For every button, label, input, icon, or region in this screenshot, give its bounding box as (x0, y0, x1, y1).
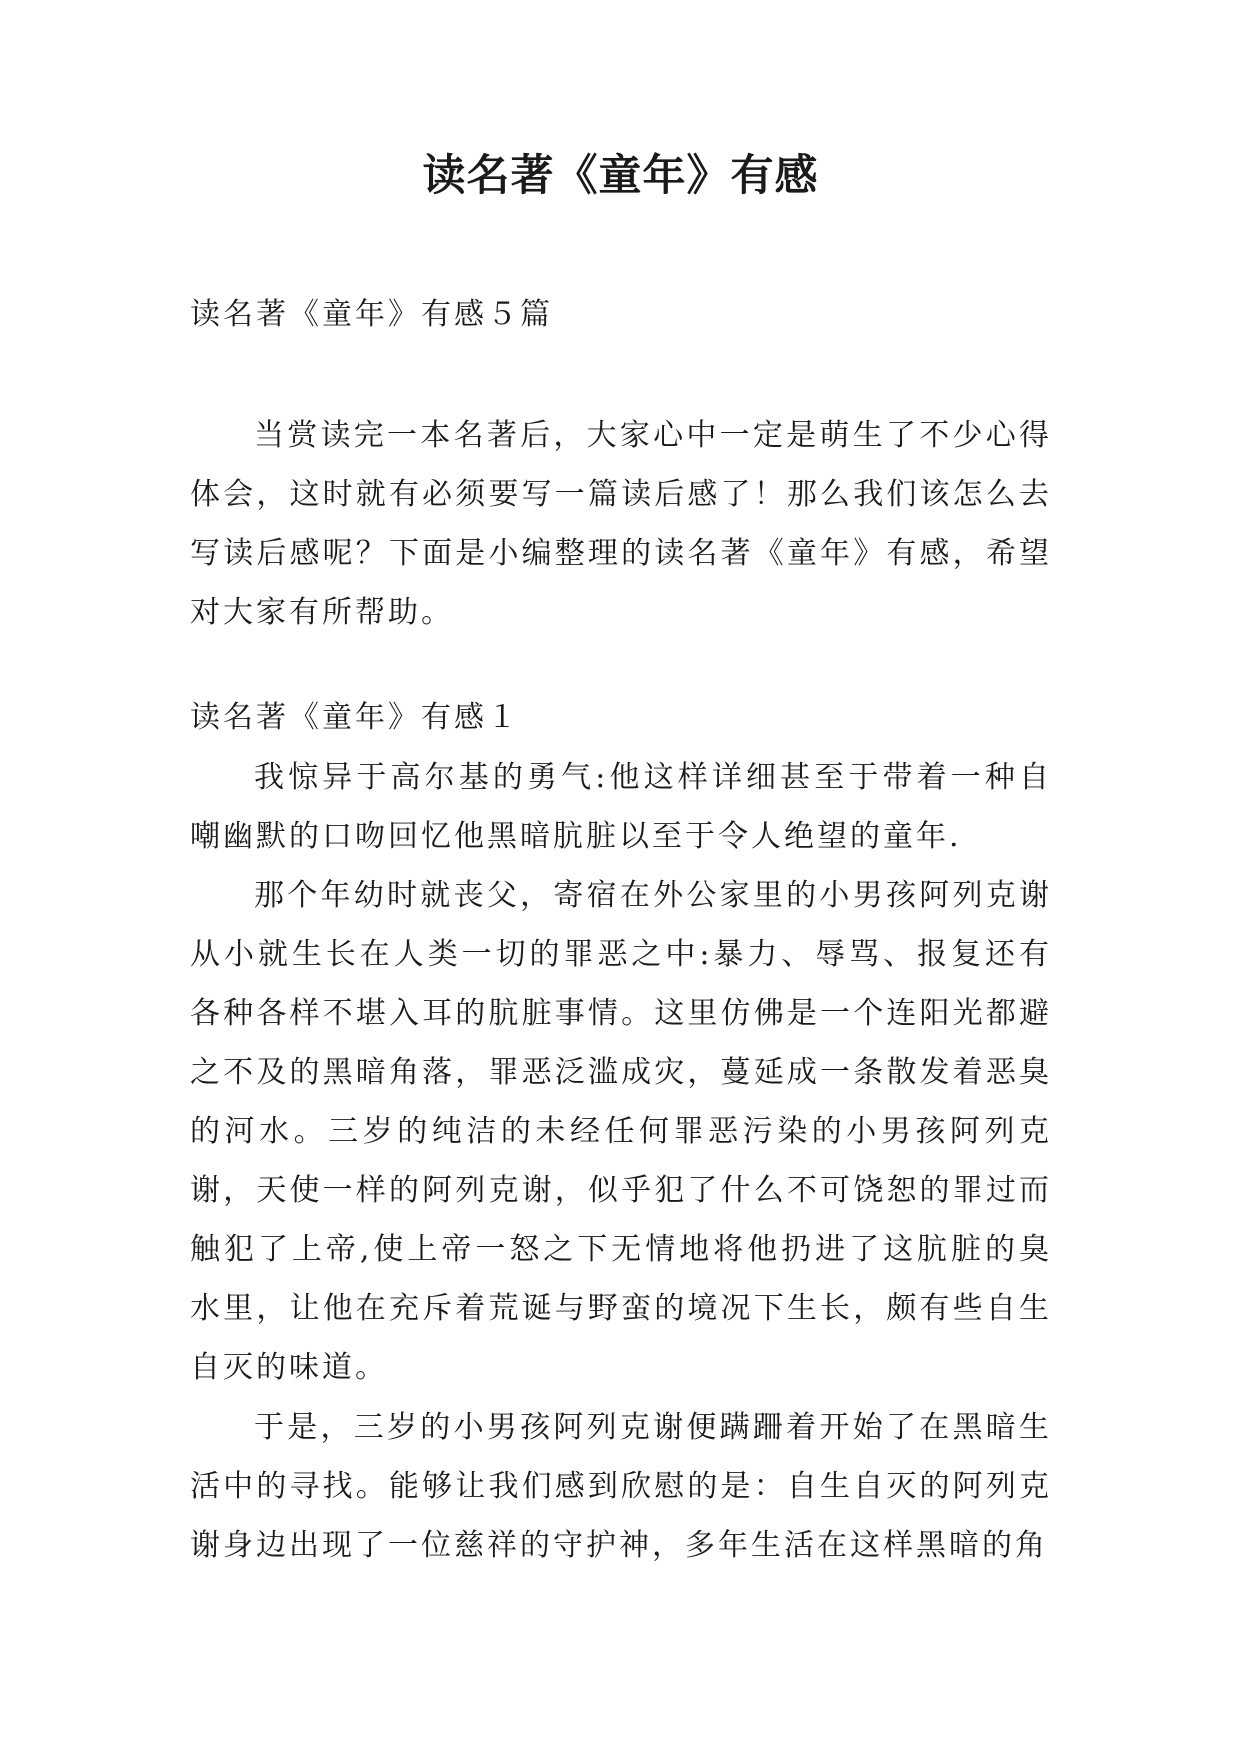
section-heading: 读名著《童年》有感１ (190, 700, 520, 735)
body-paragraph: 那个年幼时就丧父，寄宿在外公家里的小男孩阿列克谢从小就生长在人类一切的罪恶之中:暴力、辱骂、报复还有各种各样不堪入耳的肮脏事情。这里仿佛是一个连阳光都避之不及的黑暗角落，罪恶泛滥成灾，蔓延成一条散发着恶臭的河水。三岁的纯洁的未经任何罪恶污染的小男孩阿列克谢，天使一样的阿列克谢，似乎犯了什么不可饶恕的罪过而触犯了上帝,使上帝一怒之下无情地将他扔进了这肮脏的臭水里，让他在充斥着荒诞与野蛮的境况下生长，颇有些自生自灭的味道。 (190, 878, 1052, 1385)
intro-paragraph: 当赏读完一本名著后，大家心中一定是萌生了不少心得体会，这时就有必须要写一篇读后感了！那么我们该怎么去写读后感呢？下面是小编整理的读名著《童年》有感，希望对大家有所帮助。 (190, 418, 1052, 630)
document-subtitle: 读名著《童年》有感５篇 (190, 297, 553, 332)
body-paragraph: 我惊异于高尔基的勇气:他这样详细甚至于带着一种自嘲幽默的口吻回忆他黑暗肮脏以至于令人绝望的童年. (190, 760, 1052, 854)
document-title: 读名著《童年》有感 (422, 151, 819, 201)
body-paragraph: 于是，三岁的小男孩阿列克谢便蹒跚着开始了在黑暗生活中的寻找。能够让我们感到欣慰的是：自生自灭的阿列克谢身边出现了一位慈祥的守护神，多年生活在这样黑暗的角 (190, 1410, 1052, 1563)
